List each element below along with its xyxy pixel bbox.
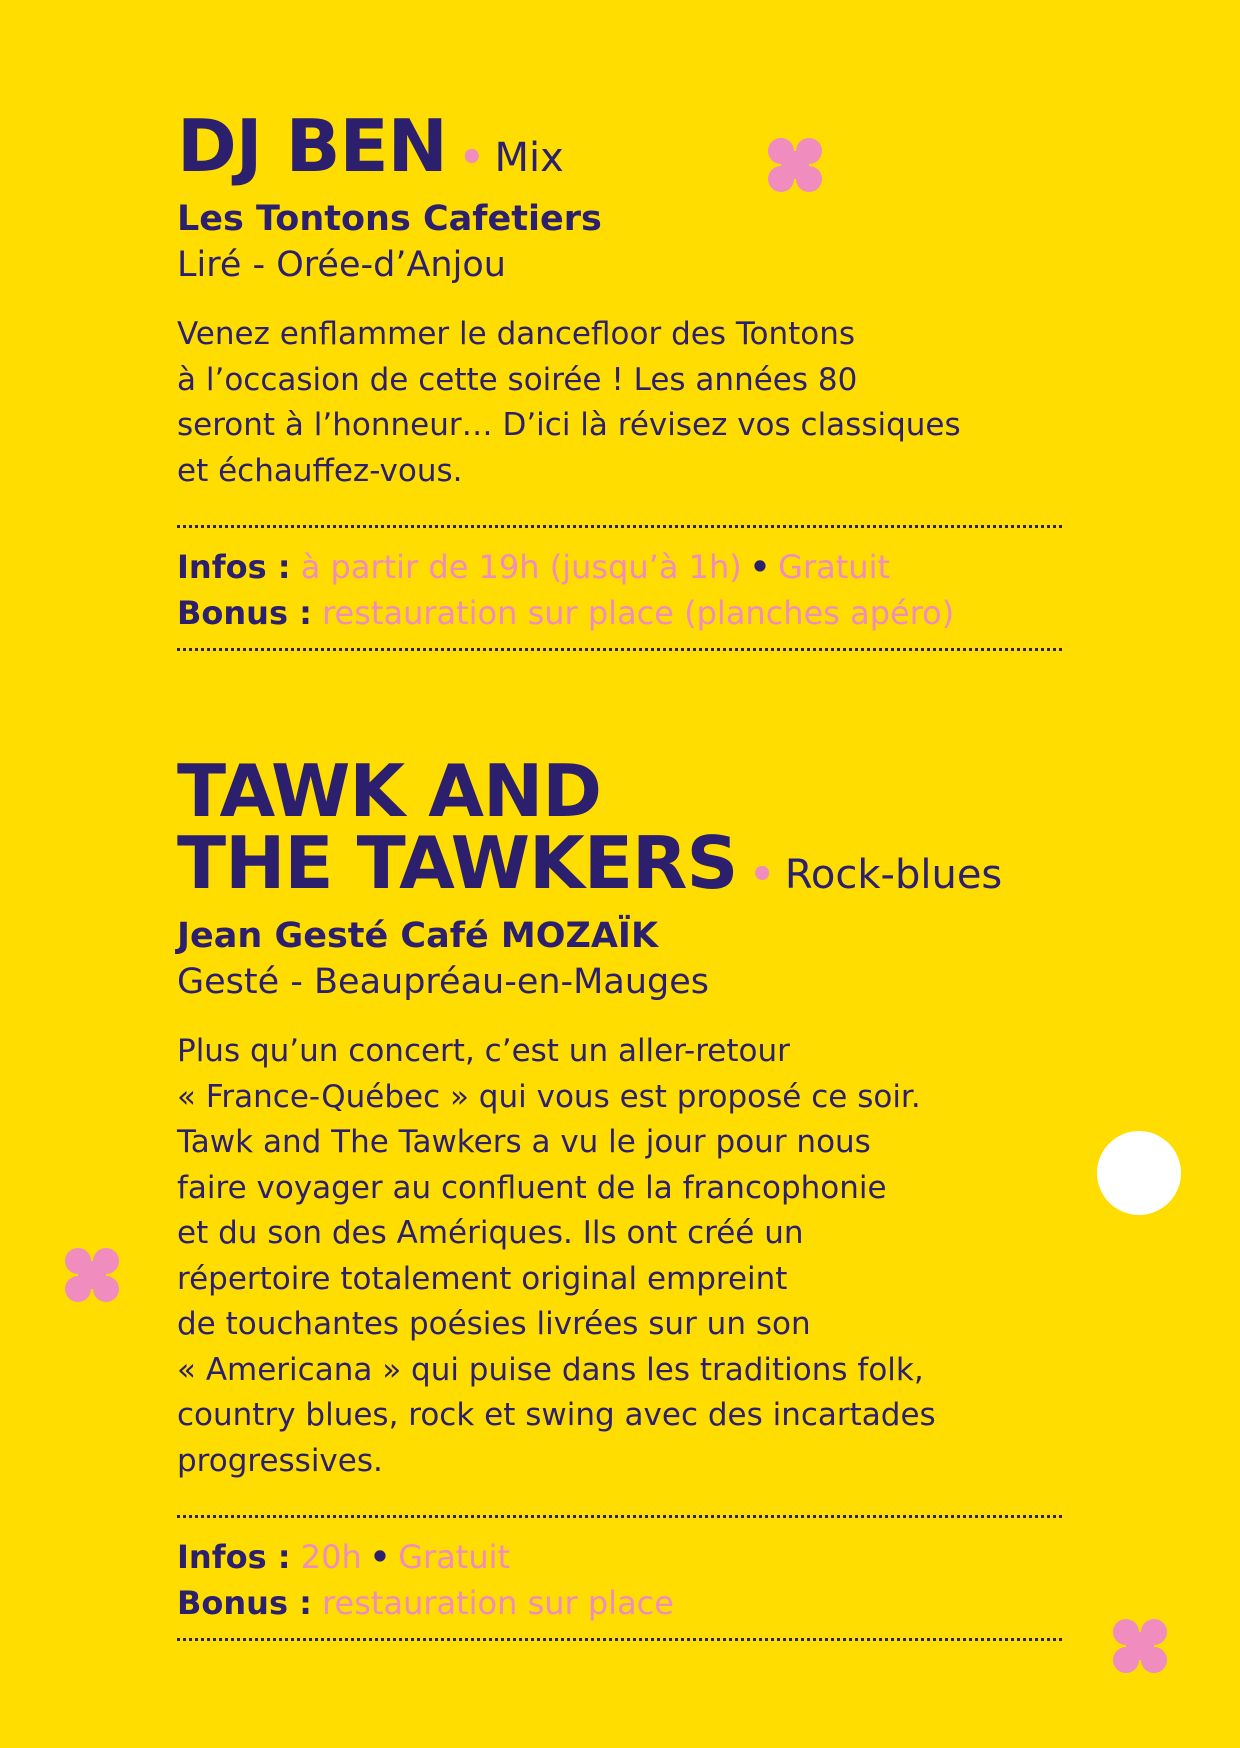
bonus-text: restauration sur place (planches apéro) [322,594,955,632]
genre-label: Rock-blues [784,852,1003,898]
infos-line [177,544,1067,590]
event-dj-ben [177,104,1067,667]
venue-location: Liré - Orée-d’Anjou [177,245,506,285]
infos-label: Infos : [177,548,291,586]
infos-price: Gratuit [398,1538,511,1576]
event-title [177,104,1067,194]
event-title-text: DJ BEN [177,104,447,188]
flower-icon [64,1247,120,1303]
venue-location: Gesté - Beaupréau-en-Mauges [177,962,709,1002]
dotted-divider [177,648,1062,651]
bonus-label: Bonus : [177,594,312,632]
circle-shape [1097,1131,1181,1215]
genre-dot: • [749,852,775,898]
bonus-text: restauration sur place [322,1584,674,1622]
bonus-line [177,1580,1067,1626]
flower-icon [1112,1618,1168,1674]
dotted-divider [177,1638,1062,1641]
infos-separator: • [369,1538,391,1576]
event-description: Plus qu’un concert, c’est un aller-retour « France-Québec » qui vous est proposé ce soir. Tawk and The Tawkers a vu le jour pour nous faire voyager au confluent de la francophonie et du son des Amériques. Ils ont créé un répertoire totalement original empreint de touchantes poésies livrées sur un son « Americana » qui puise dans les traditions folk, country blues, rock et swing avec des incartades progressives. [177,1033,936,1479]
flower-icon [767,137,823,193]
bonus-label: Bonus : [177,1584,312,1622]
infos-label: Infos : [177,1538,291,1576]
event-title-line-2 [177,821,1067,911]
infos-time: 20h [300,1538,362,1576]
infos-line [177,1534,1067,1580]
infos-time: à partir de 19h (jusqu’à 1h) [300,548,742,586]
genre-label: Mix [494,135,564,181]
genre-dot: • [458,135,485,181]
infos-price: Gratuit [778,548,890,586]
dotted-divider [177,1515,1062,1518]
event-description: Venez enflammer le dancefloor des Tontons à l’occasion de cette soirée ! Les années 80 seront à l’honneur… D’ici là révisez vos classiques et échauffez-vous. [177,316,961,489]
genre-tag [447,135,564,181]
venue-name: Les Tontons Cafetiers [177,199,602,239]
event-title-text: THE TAWKERS [177,821,738,905]
event-title-line-1: TAWK AND [177,749,602,833]
venue-name: Jean Gesté Café MOZAÏK [177,916,659,956]
bonus-line [177,590,1067,636]
infos-separator: • [749,548,771,586]
dotted-divider [177,525,1062,528]
genre-tag [737,852,1002,898]
event-tawk-and-the-tawkers [177,749,1067,1657]
